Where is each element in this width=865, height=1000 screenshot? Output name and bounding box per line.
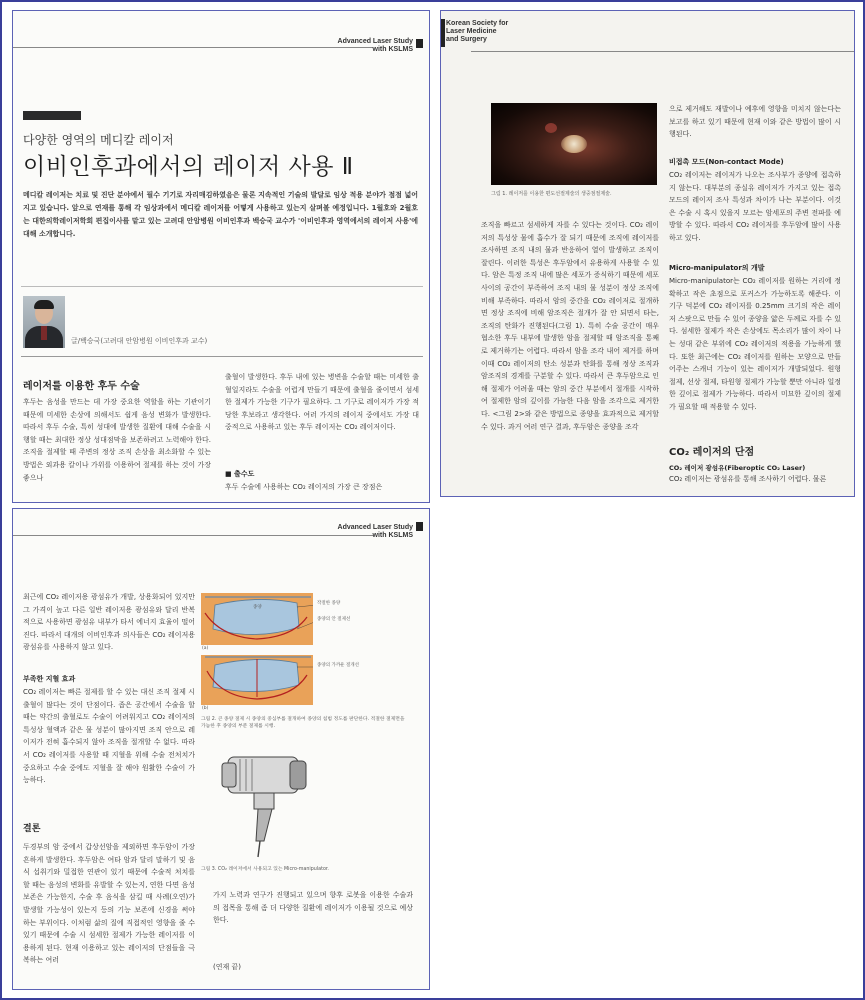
heading-conclusion: 결론 xyxy=(23,824,41,834)
body-hemostasis: CO₂ 레이저는 빠른 절제를 할 수 있는 대신 조직 절제 시 출혈이 많다는 것이 단점이다. 좁은 공간에서 수술을 할 때는 약간의 출혈로도 수술이 어려워지고 CO₂ 레이저의 특성상 혈액과 같은 물 성분이 많아지면 조직 안으로 레이저가 전혀 흡수되지 않아 조직을 절개할 수 없다. 따라서 CO₂ 레이저를 사용할 때 지혈을 위해 수술 전처치가 중요하고 수술 중에도 지혈을 잘 해야 원활한 수술이 가능하다. xyxy=(23,688,195,785)
figure-1-endoscopy-image xyxy=(491,103,657,185)
header-mark xyxy=(440,19,445,47)
title-bar-mark xyxy=(23,111,81,120)
figure-1-caption: 그림 1. 레이저를 이용한 편도선절제술의 생중점절제술. xyxy=(491,191,612,197)
article-page-3 xyxy=(12,508,430,990)
section-divider xyxy=(21,356,423,357)
body-column-2-cont: 후두 수술에 사용하는 CO₂ 레이저의 가장 큰 장점은 xyxy=(225,483,383,491)
fig2-label-a: (a) xyxy=(202,646,209,651)
body-column-1: 후두는 음성을 만드는 데 가장 중요한 역할을 하는 기관이기 때문에 미세한 손상에 의해서도 쉽게 음성 변화가 발생한다. 따라서 후두 수술, 특히 성대에 발생한 질환에 대해 수술을 시행할 때는 최대한 정상 성대점막을 보존하려고 노력해야 한다. 조직을 절제할 때 주변의 정상 조직 손상을 최소화할 수 있는 방법은 외과용 칼이나 가위를 이용하여 절제를 하는 것이 가장 좋으나 xyxy=(23,398,211,482)
body-noncontact: CO₂ 레이저는 레이저가 나오는 조사부가 종양에 접촉하지 않는다. 대부분의 종실유 레이저가 가지고 있는 접촉 모드의 레이저 조사 특성과 차이가 나는 부분이다. 이것은 수술 시 혹시 있을지 모르는 암세포의 주변 전파를 예방할 수 있다. 따라서 CO₂ 레이저를 후두암에 많이 사용하고 있다. xyxy=(669,171,841,242)
device-body-shape xyxy=(228,757,298,793)
article-page-1 xyxy=(12,10,430,503)
body-column-2: 가지 노력과 연구가 진행되고 있으며 향후 로봇을 이용한 수술과의 접목을 통해 좀 더 다양한 질환에 레이저가 이용될 것으로 예상한다. xyxy=(213,891,413,925)
fig2-label-b: (b) xyxy=(202,706,209,711)
author-credit: 글/백승국(고려대 안암병원 이비인후과 교수) xyxy=(71,337,208,345)
light-reflection-shape xyxy=(561,135,587,153)
tissue-spot-shape xyxy=(545,123,557,133)
heading-fiberoptic: CO₂ 레이저 광섬유(Fiberoptic CO₂ Laser) xyxy=(669,464,806,472)
device-neck-shape xyxy=(254,793,274,809)
fig2-label-tumor: 종양 xyxy=(253,605,262,610)
body-column-2: 출혈이 발생한다. 후두 내에 있는 병변을 수술할 때는 미세한 출혈일지라도 수술을 어렵게 만들기 때문에 출혈을 줄이면서 섬세한 절제가 가능한 기구가 필요하다. 그 기구로 레이저가 가장 적당한 후보라고 생각한다. 여러 가지의 레이저 중에서도 가장 대중적으로 사용하고 있는 후두 레이저는 CO₂ 레이저이다. xyxy=(225,373,419,432)
fig2-label-removal: 종양의 가까운 절개선 xyxy=(317,663,359,668)
body-column-1: 최근에 CO₂ 레이저용 광섬유가 개발, 상용화되어 있지만 그 가격이 높고 다른 일반 레이저용 광섬유와 달리 반복적으로 사용하면 광섬유 내부가 타서 에너지 효율이 떨어진다. 따라서 대개의 이비인후과 의사들은 CO₂ 레이저용 광섬유를 사용하지 않고 있다. xyxy=(23,593,195,652)
section-title-disadvantages: CO₂ 레이저의 단점 xyxy=(669,447,755,458)
figure-3-caption: 그림 3. CO₂ 레이저에서 사용되고 있는 Micro-manipulator. xyxy=(201,867,329,872)
body-column-2: 으로 제거해도 재발이나 예후에 영향을 미치지 않는다는 보고를 하고 있기 때문에 현재 이와 같은 방법이 많이 시행된다. xyxy=(669,105,841,139)
series-end-note: (연재 끝) xyxy=(213,963,241,971)
series-header: Advanced Laser Study with KSLMS xyxy=(337,524,413,539)
hair-shape xyxy=(34,300,54,309)
tumor-shape-b xyxy=(213,659,299,691)
header-rule xyxy=(471,51,855,52)
heading-micromanipulator: Micro-manipulator의 개발 xyxy=(669,264,765,272)
body-fiberoptic: CO₂ 레이저는 광섬유를 통해 조사하기 어렵다. 물론 xyxy=(669,475,827,483)
figure-3-micromanipulator xyxy=(218,747,308,859)
fig2-label-cut: 작절한 종양 xyxy=(317,601,341,606)
society-header: Korean Society for Laser Medicine and Surgery xyxy=(446,20,509,43)
article-title: 이비인후과에서의 레이저 사용 Ⅱ xyxy=(23,154,354,180)
fig2-label-depth: 종양의 안 절제선 xyxy=(317,617,351,622)
series-header: Advanced Laser Study with KSLMS xyxy=(337,38,413,53)
header-mark xyxy=(416,39,423,48)
device-knob-right xyxy=(290,761,306,789)
subheading-advantage: ■ 출수도 xyxy=(225,470,255,478)
article-kicker: 다양한 영역의 메디칼 레이저 xyxy=(23,133,174,147)
body-column-1: 조직을 빠르고 섬세하게 자를 수 있다는 것이다. CO₂ 레이저의 특성상 물에 흡수가 잘 되기 때문에 조직에 레이저를 조사하면 조직 내의 물과 반응하여 열이 발생하고 조직이 잘린다. 이러한 특성은 후두암에서 유용하게 사용할 수 있다. 암은 특정 조직 내에 많은 세포가 증식하기 때문에 세포 사이의 공간이 부족하여 조직 내의 물 성분이 정상 조직에 비해 부족하다. 따라서 암의 중간을 CO₂ 레이저로 절개하면 정상 조직에 비해 암조직은 절개가 잘 안 되면서 타는, 조직의 탄화가 진행된다(그림 1). 특히 수술 공간이 매우 협소한 후두 내부에 발생한 암을 절제할 때 암조직을 통째로 제거하기는 어렵다. 따라서 암을 조각 내어 제거를 하며 이때 CO₂ 레이저의 탄소 성분과 탄화를 통해 정상 조직과 암조직의 경계를 구분할 수 있다. 따라서 큰 후두암으로 인해 절제가 어려울 때는 암의 중간 부분에서 절개를 시작하여 절제한 암의 깊이를 가늠한 다음 암을 조각으로 제거한다. <그림 2>와 같은 방법으로 종양을 효과적으로 제거할 수 있다. 과거 여러 연구 결과, 후두암은 종양을 조각 xyxy=(481,221,659,431)
heading-hemostasis: 부족한 지혈 효과 xyxy=(23,675,76,683)
article-page-2 xyxy=(440,10,855,497)
device-knob-left xyxy=(222,763,236,787)
body-conclusion: 두경부의 암 중에서 갑상선암을 제외하면 후두암이 가장 흔하게 발생한다. 후두암은 여타 암과 달리 말하기 및 음식 섭취기와 밀접한 연관이 있기 때문에 수술적 처치를 할 때는 음성의 변화를 유발할 수 있는지, 연한 다면 음성 보존은 가능한지, 수술 후 음식을 삼킬 때 사례(오연)가 발생할 가능성이 있는지 등의 기능 보존에 신경을 써야 하는 부위이다. 이처럼 삶의 질에 직접적인 영향을 줄 수 있기 때문에 수술 시 섬세한 절제가 가능한 레이저를 이용하게 된다. 현재 이용하고 있는 레이저의 단점들을 극복하는 여러 xyxy=(23,843,195,965)
article-intro: 메디칼 레이저는 치료 및 진단 분야에서 필수 기기로 자리매김하였음은 물론 지속적인 기술의 발달로 임상 적용 분야가 점점 넓어지고 있습니다. 앞으로 연재를 통해 각 임상과에서 메디칼 레이저를 어떻게 사용하고 있는지 살펴볼 예정입니다. 1월호와 2월호는 대한의학레이저학회 편집이사를 맡고 있는 고려대 안암병원 이비인후과 백승국 교수가 '이비인후과 영역에서의 레이저 사용'에 대해 소개합니다. xyxy=(23,191,418,238)
body-micromanipulator: Micro-manipulator는 CO₂ 레이저를 원하는 거리에 정확하고 작은 초점으로 포커스가 가능하도록 해준다. 이 기구 덕분에 CO₂ 레이저를 0.25mm 크기의 작은 레이저 스팟으로 만들 수 있어 종양을 얇은 두께로 자를 수 있다. 섬세한 절제가 작은 손상에도 목소리가 많이 차이 나는 성대 같은 부위에 CO₂ 레이저의 적용을 가능하게 했다. 또한 최근에는 CO₂ 레이저를 원하는 모양으로 만들어주는 스캐너 기능이 있는 레이저가 개발되었다. 원형 절제, 선상 절제, 타원형 절제가 가능할 뿐만 아니라 일정한 깊이로 절제가 가능하다. 따라서 미묘한 깊이의 절제가 필요할 때 적용할 수 있다. xyxy=(669,277,841,411)
section-title: 레이저를 이용한 후두 수술 xyxy=(23,381,140,392)
header-mark xyxy=(416,522,423,531)
device-handle-shape xyxy=(256,809,272,841)
author-photo xyxy=(23,296,65,348)
device-tip-shape xyxy=(258,841,260,857)
tie-shape xyxy=(41,326,47,340)
figure-2-caption: 그림 2. 큰 종양 절제 시 종양의 중심부를 절개하여 종양의 침범 정도를 판단한다. 적절한 절제면을 가늠한 후 종양의 부분 절제를 시행. xyxy=(201,717,405,729)
heading-noncontact: 비접촉 모드(Non-contact Mode) xyxy=(669,158,784,166)
intro-divider xyxy=(21,286,423,287)
